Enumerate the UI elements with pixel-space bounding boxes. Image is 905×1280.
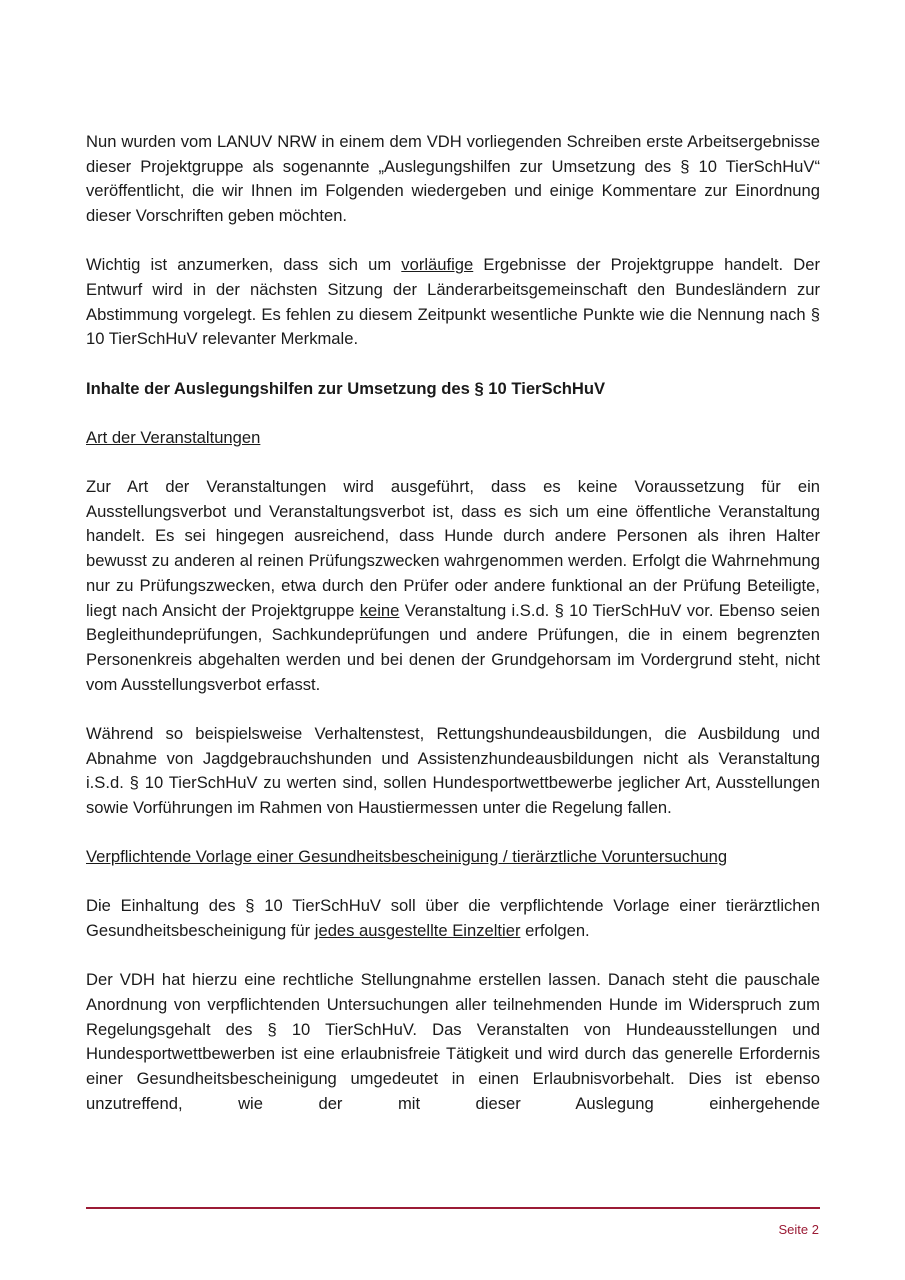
paragraph-einhaltung <box>86 894 820 943</box>
document-body <box>86 130 820 1117</box>
text-run: Veranstaltung i.S.d. § 10 TierSchHuV vor. Ebenso seien Begleithundeprüfungen, Sachkundeprüfungen und andere Prüfungen, die in einem begrenzten Personenkreis abgehalten werden und bei denen der Grundgehorsam im Vordergrund steht, nicht vom Ausstellungsverbot erfasst. <box>86 600 820 694</box>
page-number: Seite 2 <box>778 1222 819 1237</box>
underlined-text: vorläufige <box>401 255 474 275</box>
paragraph-beispiele: Während so beispielsweise Verhaltenstest, Rettungshundeausbildungen, die Ausbildung und Abnahme von Jagdgebrauchshunden und Assistenzhundeausbildungen nicht als Veranstaltung i.S.d. § 10 TierSchHuV zu werten sind, sollen Hundesportwettbewerbe jeglicher Art, Ausstellungen sowie Vorführungen im Rahmen von Haustiermessen unter die Regelung fallen. <box>86 723 820 817</box>
section-heading: Inhalte der Auslegungshilfen zur Umsetzung des § 10 TierSchHuV <box>86 378 606 398</box>
subheading-veranstaltungen: Art der Veranstaltungen <box>86 427 261 447</box>
paragraph-note <box>86 253 820 352</box>
text-run: Zur Art der Veranstaltungen wird ausgeführt, dass es keine Voraussetzung für ein Ausstellungsverbot und Veranstaltungsverbot ist, dass es sich um eine öffentliche Veranstaltung handelt. Es sei hingegen ausreichend, dass Hunde durch andere Personen als ihren Halter bewusst zu anderen al reinen Prüfungszwecken wahrgenommen werden. Erfolgt die Wahrnehmung nur zu Prüfungszwecken, etwa durch den Prüfer oder andere funktional an der Prüfung Beteiligte, liegt nach Ansicht der Projektgruppe <box>86 477 820 620</box>
text-run: erfolgen. <box>520 921 590 941</box>
subheading-gesundheitsbescheinigung: Verpflichtende Vorlage einer Gesundheitsbescheinigung / tierärztliche Voruntersuchung <box>86 847 728 867</box>
underlined-text: jedes ausgestellte Einzeltier <box>314 921 521 941</box>
text-run: Die Einhaltung des § 10 TierSchHuV soll über die verpflichtende Vorlage einer tierärztlichen Gesundheitsbescheinigung für <box>86 896 820 941</box>
text-run: Ergebnisse der Projektgruppe handelt. Der Entwurf wird in der nächsten Sitzung der Länderarbeitsgemeinschaft den Bundesländern zur Abstimmung vorgelegt. Es fehlen zu diesem Zeitpunkt wesentliche Punkte wie die Nennung nach § 10 TierSchHuV relevanter Merkmale. <box>86 255 820 349</box>
text-run: Wichtig ist anzumerken, dass sich um <box>86 255 402 275</box>
underlined-text: keine <box>359 600 400 620</box>
paragraph-art-der-veranstaltungen <box>86 475 820 697</box>
paragraph-stellungnahme: Der VDH hat hierzu eine rechtliche Stellungnahme erstellen lassen. Danach steht die pauschale Anordnung von verpflichtenden Untersuchungen aller teilnehmenden Hunde im Widerspruch zum Regelungsgehalt des § 10 TierSchHuV. Das Veranstalten von Hundeausstellungen und Hundesportwettbewerben ist eine erlaubnisfreie Tätigkeit und wird durch das generelle Erfordernis einer Gesundheitsbescheinigung umgedeutet in einen Erlaubnisvorbehalt. Dies ist ebenso unzutreffend, wie der mit dieser Auslegung einhergehende <box>86 970 820 1113</box>
footer-rule <box>86 1207 820 1209</box>
paragraph-intro: Nun wurden vom LANUV NRW in einem dem VDH vorliegenden Schreiben erste Arbeitsergebnisse dieser Projektgruppe als sogenannte „Auslegungshilfen zur Umsetzung des § 10 TierSchHuV“ veröffentlicht, die wir Ihnen im Folgenden wiedergeben und einige Kommentare zur Einordnung dieser Vorschriften geben möchten. <box>86 132 820 226</box>
